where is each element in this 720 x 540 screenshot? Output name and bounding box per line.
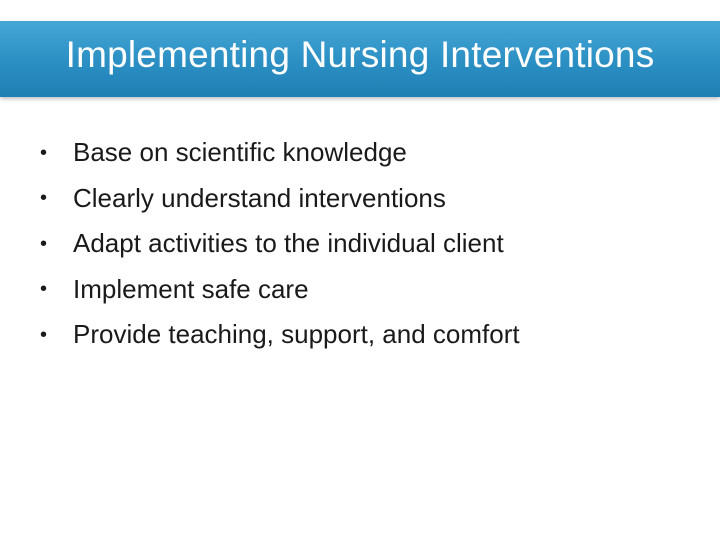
bullet-icon: • <box>40 232 48 255</box>
bullet-text: Base on scientific knowledge <box>73 137 407 168</box>
list-item <box>40 130 700 176</box>
slide-title: Implementing Nursing Interventions <box>65 34 655 75</box>
list-item <box>40 267 700 313</box>
bullet-icon: • <box>40 187 48 210</box>
bullet-icon: • <box>40 278 48 301</box>
bullet-text: Adapt activities to the individual client <box>73 228 504 259</box>
bullet-text: Implement safe care <box>73 273 309 304</box>
bullet-icon: • <box>40 141 48 164</box>
list-item <box>40 221 700 267</box>
bullet-text: Clearly understand interventions <box>73 182 446 213</box>
list-item <box>40 312 700 358</box>
bullet-list <box>40 130 700 358</box>
title-banner <box>0 21 720 97</box>
list-item <box>40 176 700 222</box>
bullet-icon: • <box>40 323 48 346</box>
bullet-text: Provide teaching, support, and comfort <box>73 319 520 350</box>
